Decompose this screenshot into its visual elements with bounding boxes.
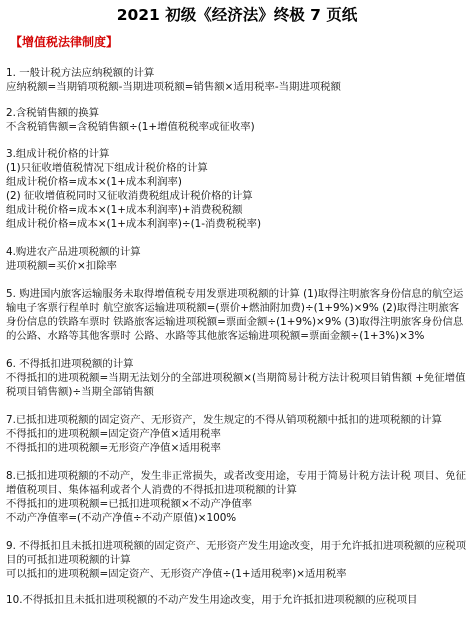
item-formula: 不得抵扣的进项税额=固定资产净值×适用税率 [6,428,221,440]
formula-item [6,147,468,231]
page-title: 2021 初级《经济法》终极 7 页纸 [116,6,358,24]
item-heading: 3.组成计税价格的计算 [6,148,110,160]
formula-item [6,66,468,94]
formula-item [6,287,468,343]
item-formula: 应纳税额=当期销项税额-当期进项税额=销售额×适用税率-当期进项税额 [6,81,341,93]
formula-item [6,357,468,399]
item-formula: 组成计税价格=成本×(1+成本利润率) [6,176,182,188]
formula-item [6,593,468,607]
item-formula: 不动产净值率=(不动产净值÷不动产原值)×100% [6,512,237,524]
item-formula: 不得抵扣的进项税额=已抵扣进项税额×不动产净值率 [6,498,253,510]
formula-item [6,539,468,581]
item-formula: 可以抵扣的进项税额=固定资产、无形资产净值÷(1+适用税率)×适用税率 [6,568,347,580]
item-heading: 1. 一般计税方法应纳税额的计算 [6,67,155,79]
item-formula: 组成计税价格=成本×(1+成本利润率)÷(1-消费税税率) [6,218,262,230]
section-header: 【增值税法律制度】 [10,35,119,49]
item-heading: 4.购进农产品进项税额的计算 [6,246,141,258]
item-heading: 9. 不得抵扣且未抵扣进项税额的固定资产、无形资产发生用途改变，用于允许抵扣进项税额的应税项目的可抵扣进项税额的计算 [6,540,467,566]
item-formula: 不得抵扣的进项税额=当期无法划分的全部进项税额×(当期简易计税方法计税项目销售额 +免征增值税项目销售额)÷当期全部销售额 [6,372,466,398]
item-formula: 组成计税价格=成本×(1+成本利润率)+消费税税额 [6,204,243,216]
item-heading: 7.已抵扣进项税额的固定资产、无形资产，发生规定的不得从销项税额中抵扣的进项税额的计算 [6,414,442,426]
formula-list [6,66,468,607]
item-formula: (1)只征收增值税情况下组成计税价格的计算 [6,162,208,174]
item-heading: 2.含税销售额的换算 [6,107,100,119]
item-heading: 10.不得抵扣且未抵扣进项税额的不动产发生用途改变，用于允许抵扣进项税额的应税项目 [6,594,418,606]
formula-item [6,245,468,273]
item-heading: 8.已抵扣进项税额的不动产，发生非正常损失，或者改变用途，专用于简易计税方法计税 项目、免征增值税项目、集体福利或者个人消费的不得抵扣进项税额的计算 [6,470,467,496]
item-heading: 5. 购进国内旅客运输服务未取得增值税专用发票进项税额的计算 (1)取得注明旅客身份信息的航空运输电子客票行程单时 航空旅客运输进项税额=(票价+燃油附加费)÷(1+9%)×9% (2)取得注明旅客身份信息的铁路车票时 铁路旅客运输进项税额=票面金额÷(1+9%)×9% (3)取得注明旅客身份信息的公路、水路等其他客票时 公路、水路等其他旅客运输进项税额=票面金额÷(1+3%)×3% [6,288,464,342]
item-formula: 不得抵扣的进项税额=无形资产净值×适用税率 [6,442,221,454]
item-formula: 进项税额=买价×扣除率 [6,260,117,272]
formula-item [6,106,468,134]
formula-item [6,469,468,525]
item-formula: (2) 征收增值税同时又征收消费税组成计税价格的计算 [6,190,253,202]
formula-item [6,413,468,455]
item-formula: 不含税销售额=含税销售额÷(1+增值税税率或征收率) [6,121,255,133]
item-heading: 6. 不得抵扣进项税额的计算 [6,358,134,370]
